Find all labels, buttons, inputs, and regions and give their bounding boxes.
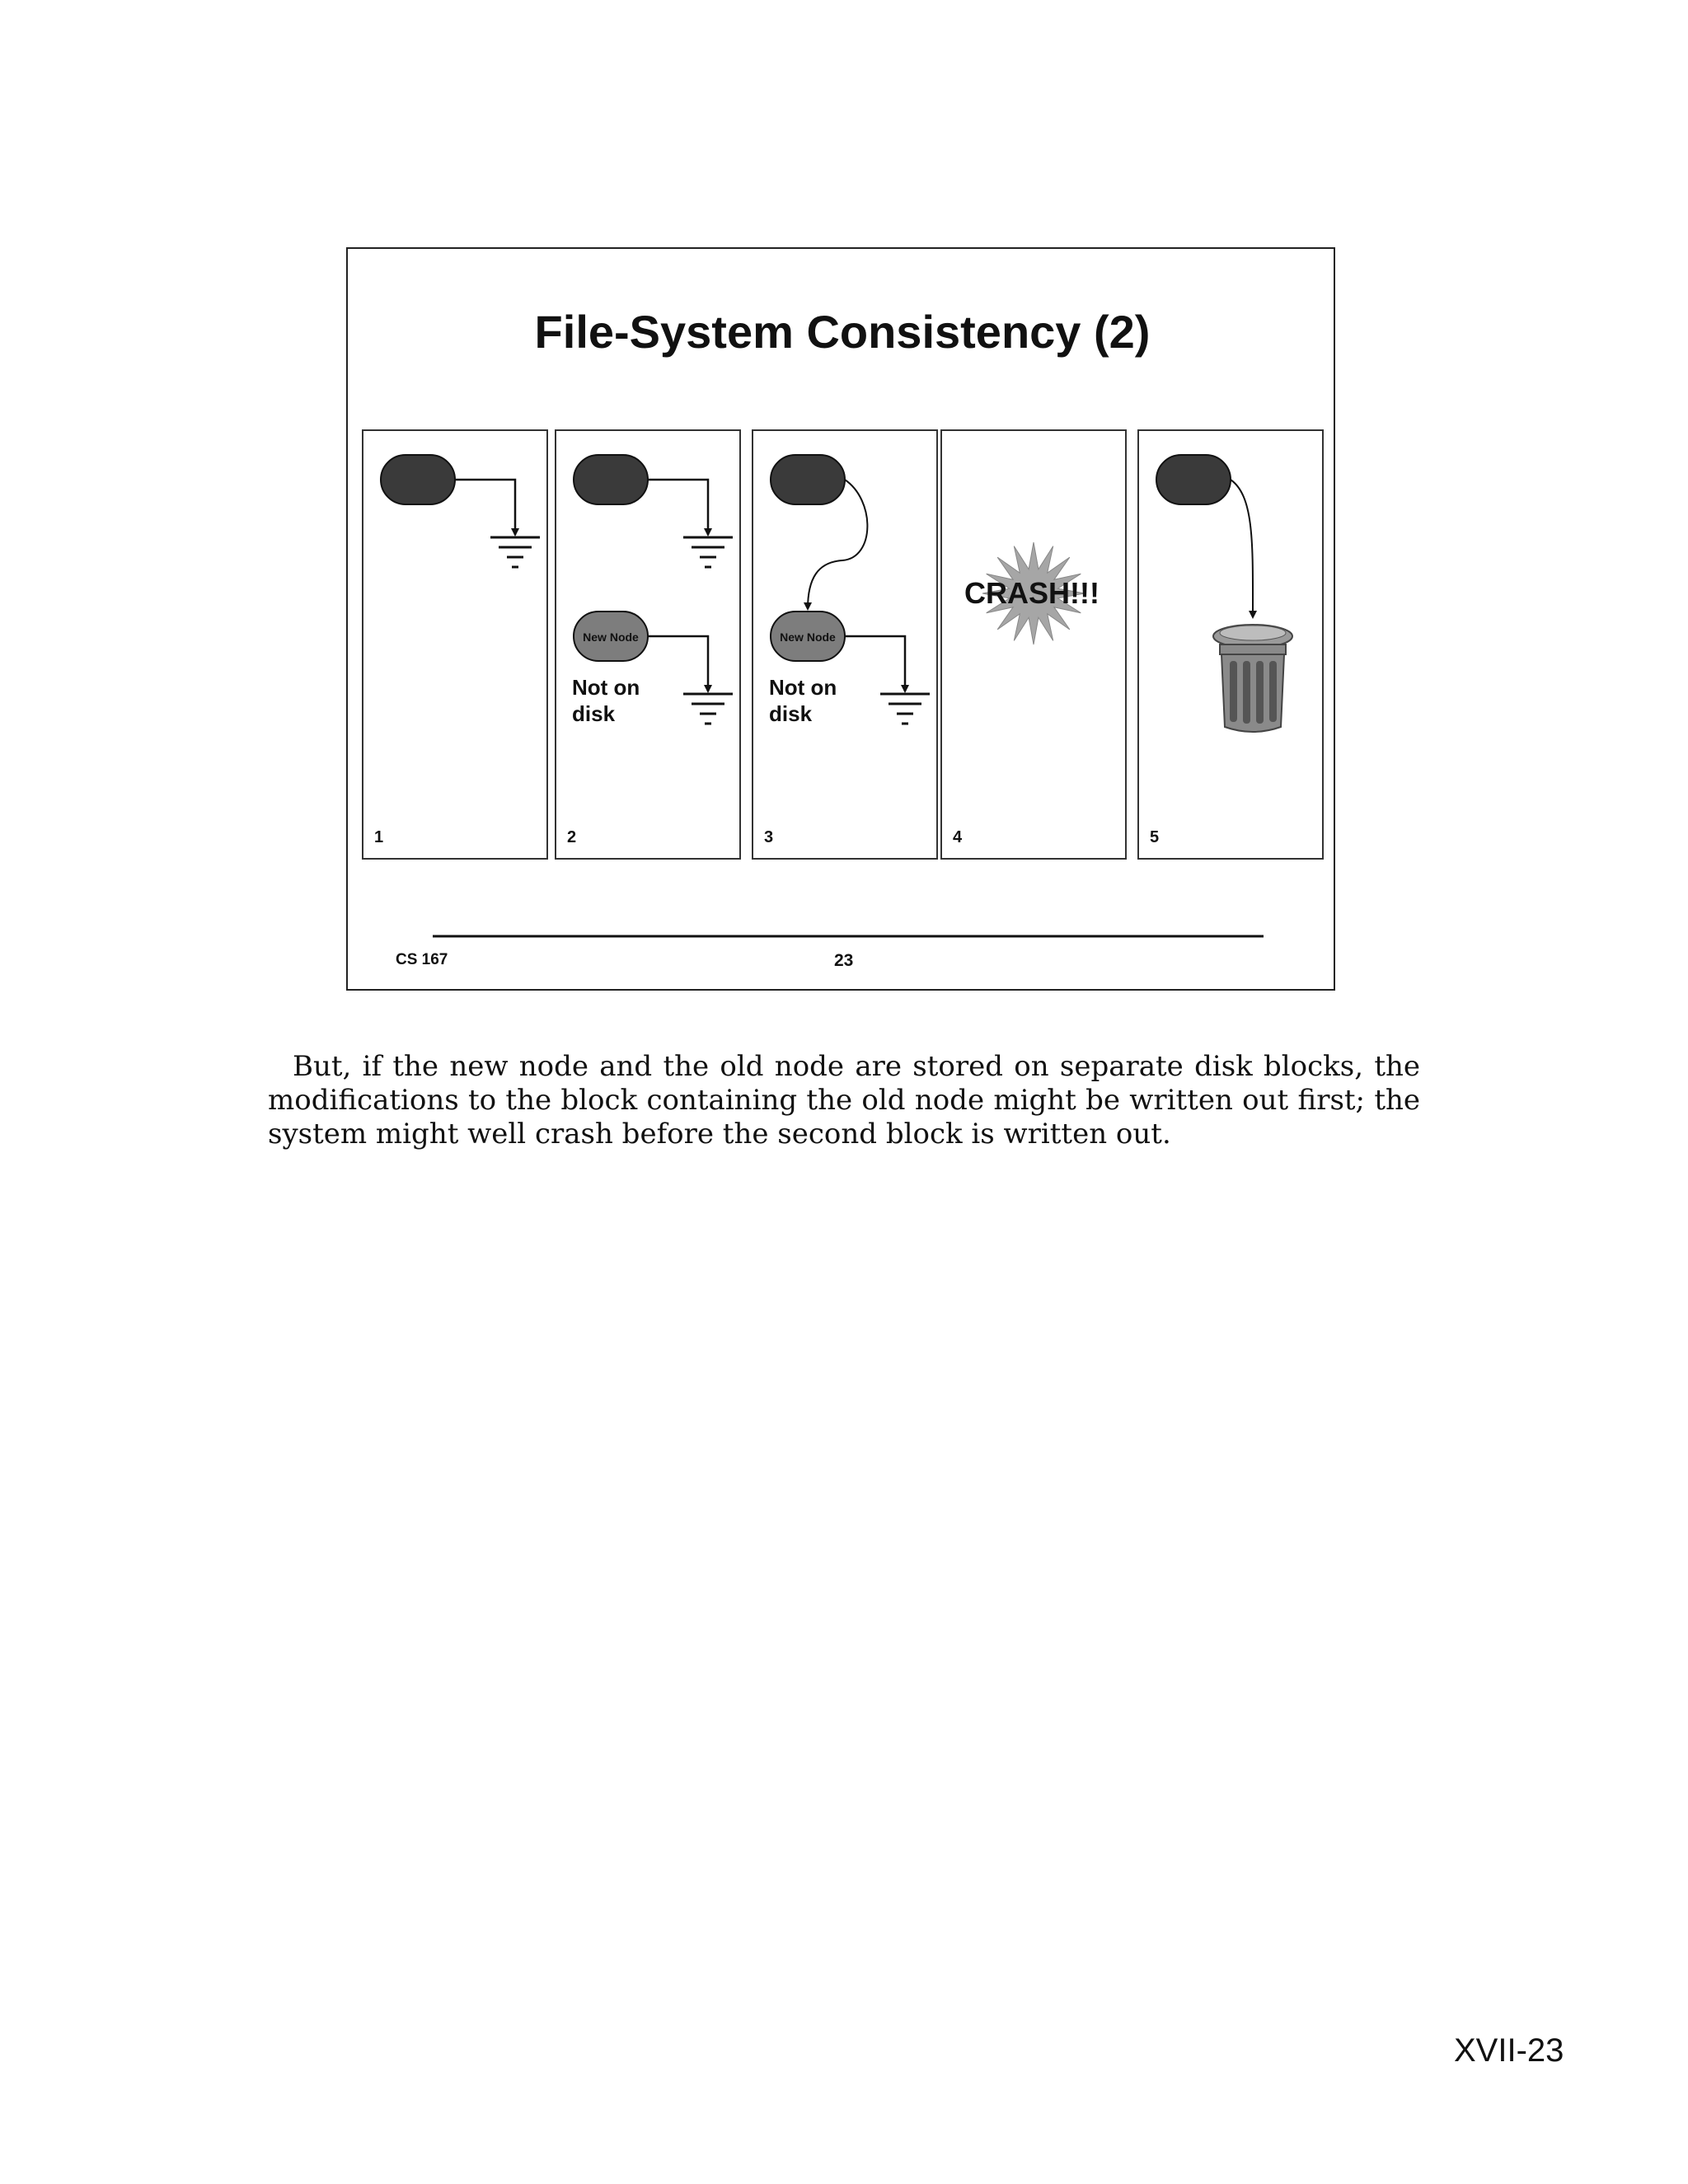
panel-2 (556, 430, 740, 859)
old-node (1156, 455, 1231, 504)
new-node-label: New Node (780, 630, 836, 644)
panel-3 (753, 430, 937, 859)
panel-4 (941, 430, 1126, 859)
old-node (771, 455, 845, 504)
not-on-disk-line2: disk (769, 701, 813, 726)
old-node (574, 455, 648, 504)
panel-5 (1138, 430, 1323, 859)
not-on-disk-line1: Not on (769, 675, 837, 700)
panel-number: 4 (953, 828, 963, 846)
panel-number: 3 (764, 828, 774, 846)
old-node (381, 455, 455, 504)
not-on-disk-line2: disk (572, 701, 616, 726)
not-on-disk-line1: Not on (572, 675, 640, 700)
body-paragraph: But, if the new node and the old node are stored on separate disk blocks, the modifications to the block containing the old node might be written out first; the system might well crash before the second block is written out. (268, 1050, 1420, 1151)
panel-number: 2 (567, 828, 577, 846)
panel-number: 1 (374, 828, 384, 846)
slide-title: File-System Consistency (2) (534, 306, 1151, 358)
slide-frame (346, 247, 1335, 991)
footer-slide-number: 23 (834, 951, 854, 970)
panel-number: 5 (1150, 828, 1160, 846)
trash-can-icon (1213, 625, 1292, 732)
slide-diagram (348, 249, 1337, 992)
panel-1 (363, 430, 547, 859)
crash-text: CRASH!!! (964, 576, 1100, 610)
footer-course: CS 167 (396, 951, 448, 968)
page-number: XVII-23 (1454, 2032, 1564, 2069)
new-node-label: New Node (583, 630, 639, 644)
